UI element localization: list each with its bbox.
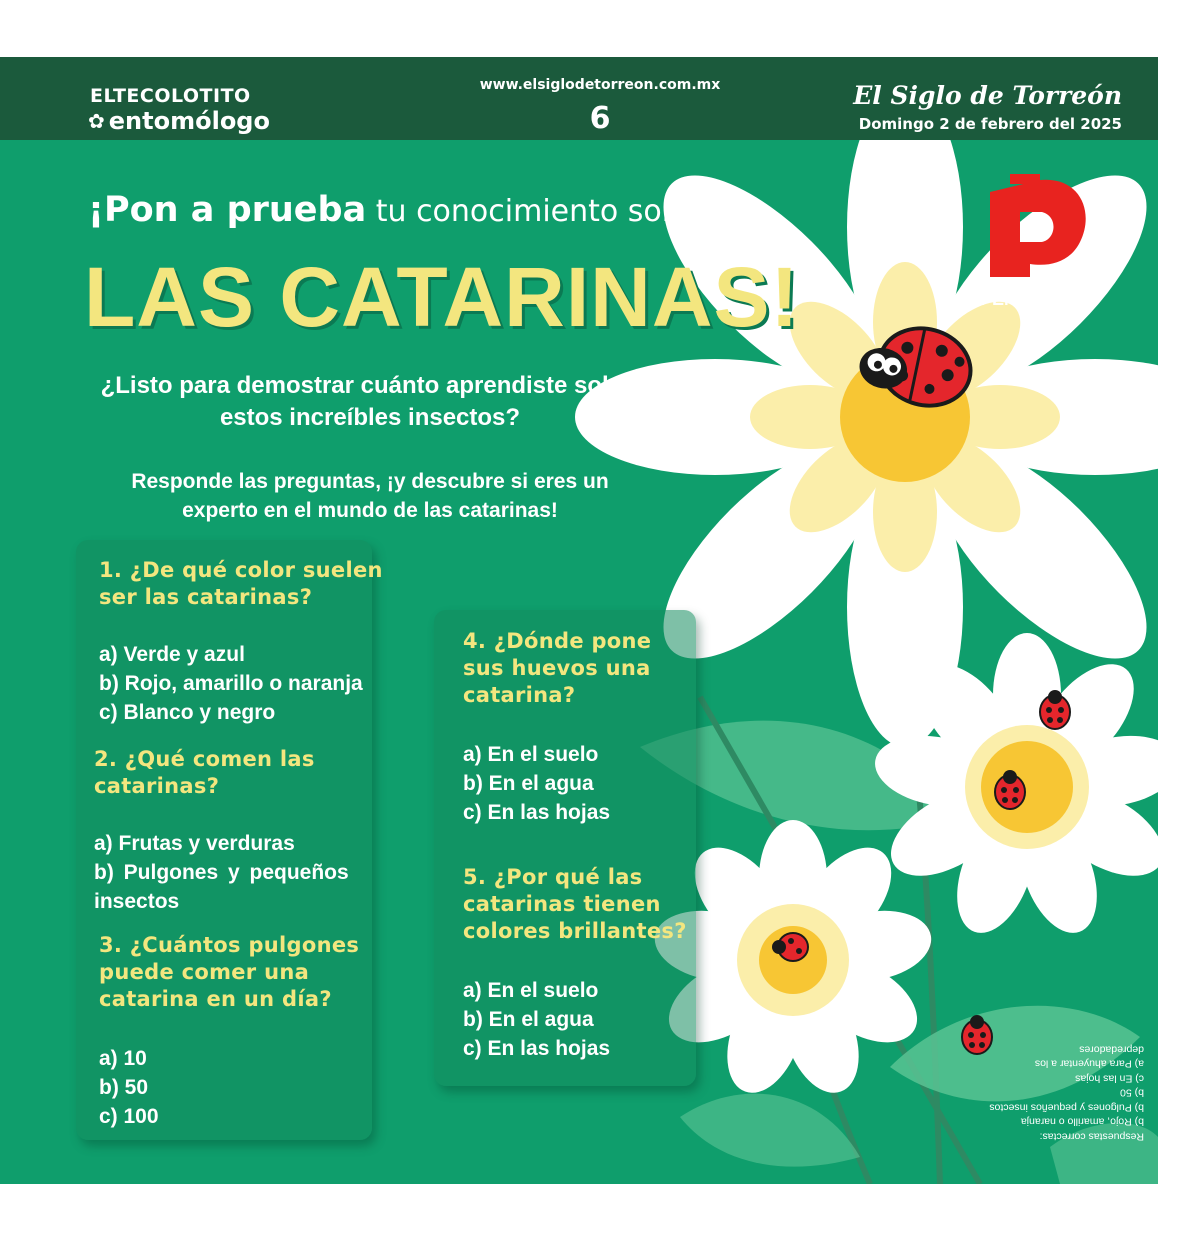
answers-1 (99, 640, 363, 727)
question-2 (94, 746, 315, 800)
answer-option[interactable]: a) Frutas y verduras (94, 832, 295, 855)
answer-option[interactable]: a) En el suelo (463, 979, 599, 1002)
answer-key-line: Respuestas correctas: (1039, 1130, 1144, 1143)
headline-lead-bold: ¡Pon a prueba (88, 190, 367, 230)
intro-line: ¿Listo para demostrar cuánto aprendiste sobre (100, 372, 640, 399)
registered-mark: ® (1074, 265, 1085, 278)
answer-option[interactable]: c) En las hojas (463, 1037, 611, 1060)
answer-key (944, 1042, 1144, 1144)
sponsor-name: PEÑOLES (980, 289, 1067, 309)
question-3 (99, 932, 359, 1013)
page-title: LAS CATARINAS! (84, 250, 800, 344)
header-bar (0, 57, 1158, 140)
answer-key-line: a) Para ahuyentar a los (1034, 1058, 1144, 1070)
answer-option[interactable]: b) Rojo, amarillo o naranja (99, 672, 363, 695)
answer-option[interactable]: c) Blanco y negro (99, 701, 276, 724)
question-line: colores brillantes? (463, 919, 687, 943)
answers-5 (463, 976, 610, 1063)
answer-option[interactable]: b) En el agua (463, 772, 594, 795)
intro-line: experto en el mundo de las catarinas! (182, 499, 558, 522)
page-number: 6 (589, 101, 611, 136)
answer-option[interactable]: c) En las hojas (463, 801, 611, 824)
brand-entomologo-label: entomólogo (108, 107, 270, 135)
answer-option: insectos (94, 890, 180, 913)
answer-key-line: b) Rojo, amarillo o naranja (1020, 1116, 1144, 1128)
question-4 (463, 628, 651, 709)
intro-line: Responde las preguntas, ¡y descubre si eres un (131, 470, 609, 493)
question-line: sus huevos una (463, 656, 651, 680)
question-line: ser las catarinas? (99, 585, 313, 609)
answer-key-line: c) En las hojas (1075, 1072, 1144, 1085)
headline-lead-rest: tu conocimiento sobre: (366, 194, 722, 229)
question-line: 4. ¿Dónde pone (463, 629, 652, 653)
question-5 (463, 864, 687, 945)
brand-tecolotito: ELTECOLOTITO (90, 85, 251, 107)
intro-line: estos increíbles insectos? (219, 404, 521, 431)
question-line: puede comer una (99, 960, 310, 984)
answer-option[interactable]: c) 100 (99, 1105, 159, 1128)
question-1 (99, 557, 383, 611)
newspaper-name: El Siglo de Torreón (853, 81, 1122, 110)
question-line: catarinas tienen (463, 892, 661, 916)
answer-option[interactable]: b) Pulgones y pequeños (94, 861, 349, 884)
answer-key-line: b) 50 (1120, 1087, 1144, 1099)
leaf (680, 1094, 860, 1167)
answer-key-line: depredadores (1079, 1043, 1144, 1056)
question-line: 5. ¿Por qué las (463, 865, 643, 889)
site-url[interactable]: www.elsiglodetorreon.com.mx (479, 77, 721, 93)
answer-option[interactable]: b) En el agua (463, 1008, 594, 1031)
answers-2 (94, 829, 349, 916)
answer-option[interactable]: a) 10 (99, 1047, 147, 1070)
issue-date: Domingo 2 de febrero del 2025 (858, 115, 1122, 133)
question-line: 2. ¿Qué comen las (94, 747, 315, 771)
question-line: catarinas? (94, 774, 220, 798)
question-line: 1. ¿De qué color suelen (99, 558, 383, 582)
answer-key-line: b) Pulgones y pequeños insectos (989, 1101, 1144, 1114)
answer-option[interactable]: a) En el suelo (463, 743, 599, 766)
question-line: 3. ¿Cuántos pulgones (99, 933, 360, 957)
question-line: catarina en un día? (99, 987, 332, 1011)
answer-option[interactable]: b) 50 (99, 1076, 149, 1099)
intro-paragraph-2 (70, 467, 670, 525)
answer-option[interactable]: a) Verde y azul (99, 643, 245, 666)
answers-3 (99, 1044, 159, 1131)
answers-4 (463, 740, 610, 827)
question-line: catarina? (463, 683, 576, 707)
headline-lead (88, 190, 721, 230)
page-background (0, 57, 1158, 1184)
bug-icon: ✿ (88, 109, 105, 133)
intro-paragraph-1 (70, 370, 670, 434)
